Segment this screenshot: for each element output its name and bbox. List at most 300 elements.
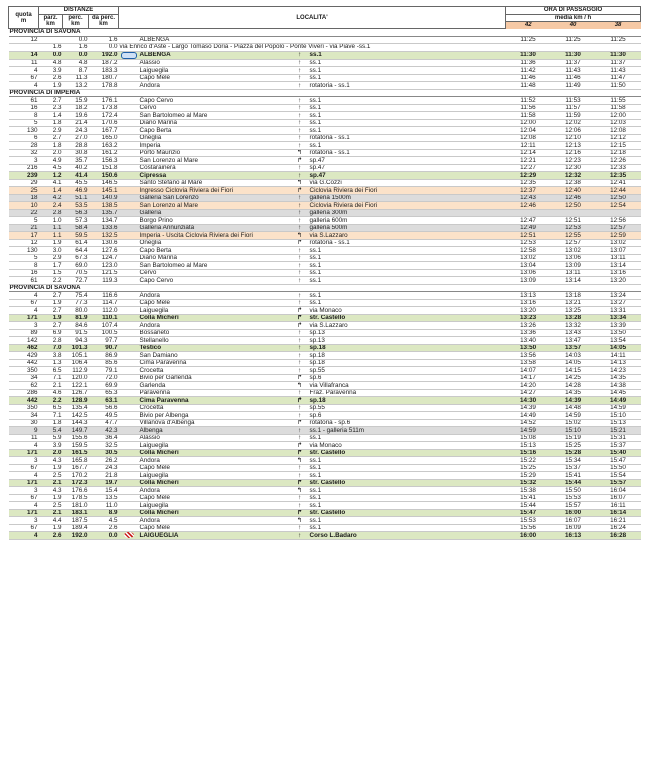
marker-cell — [119, 427, 139, 435]
marker-cell — [119, 464, 139, 472]
time-42-cell: 12:53 — [506, 239, 551, 247]
start-marker-icon — [121, 52, 137, 59]
marker-cell — [119, 292, 139, 300]
marker-cell — [119, 67, 139, 75]
road-note-cell: str. Castello — [309, 449, 506, 457]
road-note-cell: via S.Lazzaro — [309, 322, 506, 330]
time-38-cell: 12:08 — [596, 127, 641, 135]
time-42-cell: 11:48 — [506, 82, 551, 90]
quota-cell: 12 — [9, 36, 39, 44]
locality-cell: Crocetta — [139, 404, 291, 412]
locality-cell: ALBENGA — [139, 51, 291, 59]
parz-km-cell: 2.1 — [39, 509, 63, 517]
time-42-cell: 15:08 — [506, 434, 551, 442]
time-40-cell: 12:38 — [551, 179, 596, 187]
time-42-cell: 12:04 — [506, 127, 551, 135]
da-perc-km-cell: 145.1 — [89, 187, 119, 195]
direction-arrow-icon: ↑ — [291, 59, 309, 67]
quota-cell: 5 — [9, 254, 39, 262]
direction-arrow-icon: ↑ — [291, 352, 309, 360]
time-40-cell: 14:03 — [551, 352, 596, 360]
time-38-cell: 11:50 — [596, 82, 641, 90]
direction-arrow-icon: ↑ — [291, 74, 309, 82]
direction-arrow-icon: ↱ — [291, 374, 309, 382]
quota-cell: 67 — [9, 299, 39, 307]
direction-arrow-icon: ↑ — [291, 202, 309, 210]
road-note-cell: sp.55 — [309, 367, 506, 375]
road-note-cell: ss.1 - galleria 511m — [309, 427, 506, 435]
quota-cell: 14 — [9, 51, 39, 59]
time-38-cell: 16:11 — [596, 502, 641, 510]
perc-km-cell: 15.9 — [63, 97, 89, 105]
time-40-cell: 14:35 — [551, 389, 596, 397]
time-40-cell: 12:30 — [551, 164, 596, 172]
direction-arrow-icon: ↱ — [291, 322, 309, 330]
time-38-cell: 14:59 — [596, 404, 641, 412]
direction-arrow-icon: ↑ — [291, 524, 309, 532]
road-note-cell: sp.6 — [309, 412, 506, 420]
locality-cell: Andora — [139, 517, 291, 525]
road-note-cell: sp.47 — [309, 164, 506, 172]
time-42-cell: 14:39 — [506, 404, 551, 412]
perc-km-cell: 35.7 — [63, 157, 89, 165]
direction-arrow-icon: ↑ — [291, 209, 309, 217]
time-40-cell: 16:00 — [551, 509, 596, 517]
road-note-cell: ss.1 — [309, 142, 506, 150]
da-perc-km-cell: 132.5 — [89, 232, 119, 240]
time-42-cell: 14:17 — [506, 374, 551, 382]
time-42-cell: 13:36 — [506, 329, 551, 337]
header-ora-title: ORA DI PASSAGGIO — [506, 7, 641, 15]
province-header-row — [9, 89, 641, 97]
time-42-cell: 13:23 — [506, 314, 551, 322]
time-38-cell: 15:10 — [596, 412, 641, 420]
locality-cell: Albenga — [139, 427, 291, 435]
time-40-cell — [551, 209, 596, 217]
timetable-row — [9, 509, 641, 517]
direction-arrow-icon: ↑ — [291, 127, 309, 135]
timetable-row — [9, 67, 641, 75]
road-note-cell: ss.1 — [309, 457, 506, 465]
marker-cell — [119, 532, 139, 540]
road-note-cell: ss.1 — [309, 74, 506, 82]
time-38-cell: 13:11 — [596, 254, 641, 262]
time-38-cell: 13:14 — [596, 262, 641, 270]
timetable-row — [9, 97, 641, 105]
perc-km-cell: 161.5 — [63, 449, 89, 457]
perc-km-cell: 67.3 — [63, 254, 89, 262]
marker-cell — [119, 74, 139, 82]
timetable-row — [9, 51, 641, 59]
da-perc-km-cell: 165.0 — [89, 134, 119, 142]
road-note-cell: ss.1 — [309, 517, 506, 525]
direction-arrow-icon: ↱ — [291, 419, 309, 427]
direction-arrow-icon: ↑ — [291, 164, 309, 172]
direction-arrow-icon: ↑ — [291, 262, 309, 270]
time-42-cell: 13:16 — [506, 299, 551, 307]
locality-cell: Capo Cervo — [139, 97, 291, 105]
time-38-cell: 13:07 — [596, 247, 641, 255]
da-perc-km-cell: 130.6 — [89, 239, 119, 247]
road-note-cell: galleria 300m — [309, 209, 506, 217]
time-42-cell: 16:00 — [506, 532, 551, 540]
speed-38: 38 — [596, 22, 641, 29]
time-40-cell: 13:43 — [551, 329, 596, 337]
perc-km-cell: 80.0 — [63, 307, 89, 315]
time-42-cell: 15:22 — [506, 457, 551, 465]
parz-km-cell: 7.0 — [39, 344, 63, 352]
locality-cell: Laiguegila — [139, 67, 291, 75]
route-description: via Enrico d'Aste - Largo Tomaso Doria - Piazza del Popolo - Ponte Viveri - via Piave -ss.1 — [119, 44, 641, 52]
road-note-cell: sp.18 — [309, 352, 506, 360]
marker-cell — [119, 187, 139, 195]
parz-km-cell: 3.0 — [39, 247, 63, 255]
perc-km-cell: 4.8 — [63, 59, 89, 67]
road-note-cell: ss.1 — [309, 464, 506, 472]
timetable-row — [9, 352, 641, 360]
perc-km-cell: 28.8 — [63, 142, 89, 150]
parz-km-cell: 3.9 — [39, 442, 63, 450]
timetable-row — [9, 494, 641, 502]
marker-cell — [119, 382, 139, 390]
time-42-cell: 12:00 — [506, 119, 551, 127]
parz-km-cell: 4.3 — [39, 487, 63, 495]
locality-cell: Laiguegila — [139, 442, 291, 450]
parz-km-cell: 1.7 — [39, 262, 63, 270]
direction-arrow-icon: ↑ — [291, 367, 309, 375]
locality-cell: Bossaneto — [139, 329, 291, 337]
perc-km-cell: 57.3 — [63, 217, 89, 225]
marker-cell — [119, 104, 139, 112]
direction-arrow-icon: ↱ — [291, 307, 309, 315]
quota-cell: 5 — [9, 119, 39, 127]
time-40-cell: 12:13 — [551, 142, 596, 150]
quota-cell: 142 — [9, 337, 39, 345]
da-perc-km-cell: 133.6 — [89, 224, 119, 232]
direction-arrow-icon: ↑ — [291, 277, 309, 285]
perc-km-cell: 142.5 — [63, 412, 89, 420]
road-note-cell: sp.18 — [309, 359, 506, 367]
quota-cell: 171 — [9, 479, 39, 487]
direction-arrow-icon: ↱ — [291, 239, 309, 247]
da-perc-km-cell: 97.7 — [89, 337, 119, 345]
time-40-cell: 11:37 — [551, 59, 596, 67]
locality-cell: Colla Micheri — [139, 509, 291, 517]
marker-cell — [119, 389, 139, 397]
time-42-cell: 13:04 — [506, 262, 551, 270]
header-parz: parz. km — [39, 14, 63, 29]
da-perc-km-cell: 56.6 — [89, 404, 119, 412]
marker-cell — [119, 472, 139, 480]
quota-cell: 8 — [9, 262, 39, 270]
time-38-cell: 13:34 — [596, 314, 641, 322]
perc-km-cell: 18.2 — [63, 104, 89, 112]
marker-cell — [119, 224, 139, 232]
road-note-cell: ss.1 — [309, 292, 506, 300]
time-38-cell: 12:15 — [596, 142, 641, 150]
road-note-cell: Fraz. Paravenna — [309, 389, 506, 397]
direction-arrow-icon: ↑ — [291, 224, 309, 232]
road-note-cell: rotatoria - ss.1 — [309, 149, 506, 157]
passage-timetable — [8, 6, 641, 540]
time-40-cell: 12:57 — [551, 239, 596, 247]
time-38-cell: 11:30 — [596, 51, 641, 59]
time-40-cell: 12:32 — [551, 172, 596, 180]
time-38-cell: 14:45 — [596, 389, 641, 397]
direction-arrow-icon: ↱ — [291, 509, 309, 517]
time-42-cell: 14:52 — [506, 419, 551, 427]
locality-cell: Alassio — [139, 434, 291, 442]
parz-km-cell: 1.9 — [39, 524, 63, 532]
marker-cell — [119, 164, 139, 172]
parz-km-cell: 1.5 — [39, 269, 63, 277]
parz-km-cell: 1.9 — [39, 82, 63, 90]
parz-km-cell: 1.4 — [39, 187, 63, 195]
time-38-cell: 16:04 — [596, 487, 641, 495]
time-38-cell: 13:54 — [596, 337, 641, 345]
road-note-cell: sp.18 — [309, 344, 506, 352]
time-40-cell: 13:09 — [551, 262, 596, 270]
perc-km-cell: 59.5 — [63, 232, 89, 240]
direction-arrow-icon — [291, 36, 309, 44]
time-38-cell: 14:05 — [596, 344, 641, 352]
locality-cell: Colla Micheri — [139, 449, 291, 457]
perc-km-cell: 170.2 — [63, 472, 89, 480]
time-42-cell: 13:13 — [506, 292, 551, 300]
timetable-row — [9, 487, 641, 495]
locality-cell: Colla Micheri — [139, 479, 291, 487]
quota-cell: 171 — [9, 449, 39, 457]
marker-cell — [119, 277, 139, 285]
timetable-row — [9, 36, 641, 44]
time-40-cell: 14:28 — [551, 382, 596, 390]
locality-cell: Andora — [139, 82, 291, 90]
road-note-cell: sp.13 — [309, 329, 506, 337]
parz-km-cell: 4.5 — [39, 164, 63, 172]
perc-km-cell: 51.1 — [63, 194, 89, 202]
da-perc-km-cell: 110.1 — [89, 314, 119, 322]
parz-km-cell: 4.2 — [39, 194, 63, 202]
road-note-cell: sp.18 — [309, 397, 506, 405]
quota-cell: 5 — [9, 217, 39, 225]
locality-cell: Oneglia — [139, 239, 291, 247]
parz-km-cell: 1.9 — [39, 464, 63, 472]
time-40-cell: 15:34 — [551, 457, 596, 465]
timetable-row — [9, 299, 641, 307]
perc-km-cell: 46.9 — [63, 187, 89, 195]
quota-cell: 4 — [9, 67, 39, 75]
locality-cell: Galleria San Lorenzo — [139, 194, 291, 202]
time-38-cell: 13:24 — [596, 292, 641, 300]
time-40-cell: 16:09 — [551, 524, 596, 532]
time-42-cell: 14:20 — [506, 382, 551, 390]
parz-km-cell: 4.6 — [39, 389, 63, 397]
locality-cell: Andora — [139, 457, 291, 465]
road-note-cell: ss.1 — [309, 67, 506, 75]
marker-cell — [119, 337, 139, 345]
road-note-cell: rotatoria - sp.6 — [309, 419, 506, 427]
perc-km-cell: 165.8 — [63, 457, 89, 465]
direction-arrow-icon: ↑ — [291, 269, 309, 277]
timetable-row — [9, 74, 641, 82]
da-perc-km-cell: 156.3 — [89, 157, 119, 165]
locality-cell: Capo Mele — [139, 299, 291, 307]
time-40-cell: 13:57 — [551, 344, 596, 352]
marker-cell — [119, 149, 139, 157]
quota-cell: 4 — [9, 442, 39, 450]
timetable-row — [9, 472, 641, 480]
time-42-cell: 12:11 — [506, 142, 551, 150]
time-42-cell: 15:32 — [506, 479, 551, 487]
quota-cell: 130 — [9, 247, 39, 255]
perc-km-cell: 105.1 — [63, 352, 89, 360]
time-38-cell: 12:35 — [596, 172, 641, 180]
time-38-cell: 15:57 — [596, 479, 641, 487]
parz-km-cell: 2.5 — [39, 472, 63, 480]
parz-km-cell: 1.1 — [39, 224, 63, 232]
da-perc-km-cell: 167.7 — [89, 127, 119, 135]
road-note-cell: ss.1 — [309, 434, 506, 442]
time-42-cell: 12:27 — [506, 164, 551, 172]
perc-km-cell: 112.9 — [63, 367, 89, 375]
quota-cell: 34 — [9, 412, 39, 420]
marker-cell — [119, 479, 139, 487]
time-38-cell: 12:26 — [596, 157, 641, 165]
direction-arrow-icon: ↱ — [291, 479, 309, 487]
timetable-row — [9, 262, 641, 270]
time-38-cell: 14:38 — [596, 382, 641, 390]
marker-cell — [119, 494, 139, 502]
parz-km-cell: 1.9 — [39, 314, 63, 322]
timetable-row — [9, 307, 641, 315]
time-42-cell: 15:38 — [506, 487, 551, 495]
time-38-cell: 13:50 — [596, 329, 641, 337]
locality-cell: Laiguegila — [139, 502, 291, 510]
locality-cell: Bivio per Albenga — [139, 412, 291, 420]
da-perc-km-cell: 114.7 — [89, 299, 119, 307]
timetable-row — [9, 209, 641, 217]
time-42-cell: 11:46 — [506, 74, 551, 82]
time-38-cell: 12:00 — [596, 112, 641, 120]
da-perc-km-cell: 79.1 — [89, 367, 119, 375]
locality-cell: Ingresso Ciclovia Riviera dei Fiori — [139, 187, 291, 195]
time-40-cell: 16:07 — [551, 517, 596, 525]
locality-cell: Laiguegila — [139, 472, 291, 480]
da-perc-km-cell: 134.7 — [89, 217, 119, 225]
road-note-cell: Corso L.Badaro — [309, 532, 506, 540]
time-40-cell: 11:57 — [551, 104, 596, 112]
perc-km-cell: 181.0 — [63, 502, 89, 510]
perc-km-cell: 56.3 — [63, 209, 89, 217]
road-note-cell: str. Castello — [309, 509, 506, 517]
direction-arrow-icon: ↰ — [291, 149, 309, 157]
time-38-cell: 11:58 — [596, 104, 641, 112]
parz-km-cell: 3.8 — [39, 352, 63, 360]
road-note-cell: ss.1 — [309, 269, 506, 277]
parz-km-cell: 1.4 — [39, 112, 63, 120]
road-note-cell: ss.1 — [309, 494, 506, 502]
time-38-cell: 15:37 — [596, 442, 641, 450]
locality-cell: San Damiano — [139, 352, 291, 360]
da-perc-km-cell: 1.6 — [89, 36, 119, 44]
parz-km-cell: 2.8 — [39, 209, 63, 217]
timetable-row — [9, 134, 641, 142]
locality-cell: Santo Stefano al Mare — [139, 179, 291, 187]
time-42-cell: 12:58 — [506, 247, 551, 255]
perc-km-cell: 149.7 — [63, 427, 89, 435]
marker-cell — [119, 397, 139, 405]
time-40-cell: 15:57 — [551, 502, 596, 510]
locality-cell: Imperia - Uscita Ciclovia Riviera dei Fiori — [139, 232, 291, 240]
perc-km-cell: 45.5 — [63, 179, 89, 187]
direction-arrow-icon: ↱ — [291, 314, 309, 322]
quota-cell: 17 — [9, 232, 39, 240]
da-perc-km-cell: 163.2 — [89, 142, 119, 150]
direction-arrow-icon: ↑ — [291, 142, 309, 150]
perc-km-cell: 135.4 — [63, 404, 89, 412]
direction-arrow-icon: ↱ — [291, 449, 309, 457]
quota-cell: 3 — [9, 322, 39, 330]
timetable-row — [9, 104, 641, 112]
province-name: PROVINCIA DI SAVONA — [9, 29, 641, 37]
da-perc-km-cell: 86.9 — [89, 352, 119, 360]
locality-cell: Laiguegila — [139, 307, 291, 315]
da-perc-km-cell: 65.3 — [89, 389, 119, 397]
time-40-cell: 11:43 — [551, 67, 596, 75]
quota-cell: 61 — [9, 277, 39, 285]
marker-cell — [119, 119, 139, 127]
road-note-cell: rotatoria - ss.1 — [309, 82, 506, 90]
time-42-cell: 15:16 — [506, 449, 551, 457]
direction-arrow-icon: ↑ — [291, 389, 309, 397]
time-40-cell: 11:46 — [551, 74, 596, 82]
parz-km-cell: 2.0 — [39, 449, 63, 457]
time-40-cell: 13:02 — [551, 247, 596, 255]
quota-cell: 32 — [9, 149, 39, 157]
time-42-cell: 11:30 — [506, 51, 551, 59]
road-note-cell: sp.47 — [309, 157, 506, 165]
marker-cell — [119, 232, 139, 240]
time-38-cell: 12:41 — [596, 179, 641, 187]
marker-cell — [119, 194, 139, 202]
time-38-cell: 12:12 — [596, 134, 641, 142]
marker-cell — [119, 367, 139, 375]
parz-km-cell: 1.1 — [39, 232, 63, 240]
locality-cell: Borgo Prino — [139, 217, 291, 225]
timetable-row — [9, 524, 641, 532]
time-38-cell: 15:40 — [596, 449, 641, 457]
timetable-row — [9, 457, 641, 465]
locality-cell: Capo Mele — [139, 74, 291, 82]
direction-arrow-icon: ↑ — [291, 404, 309, 412]
time-40-cell: 12:53 — [551, 224, 596, 232]
header-da-perc: da perc. km — [89, 14, 119, 29]
parz-km-cell: 1.9 — [39, 299, 63, 307]
locality-cell: ALBENGA — [139, 36, 291, 44]
perc-km-cell: 0.0 — [63, 36, 89, 44]
perc-km-cell: 30.8 — [63, 149, 89, 157]
time-42-cell: 12:21 — [506, 157, 551, 165]
locality-cell: Imperia — [139, 142, 291, 150]
road-note-cell: Ciclovia Riviera dei Fiori — [309, 202, 506, 210]
parz-km-cell: 1.6 — [39, 44, 63, 52]
time-42-cell: 13:50 — [506, 344, 551, 352]
parz-km-cell: 2.9 — [39, 254, 63, 262]
time-40-cell: 14:25 — [551, 374, 596, 382]
time-40-cell: 12:16 — [551, 149, 596, 157]
time-42-cell: 12:08 — [506, 134, 551, 142]
da-perc-km-cell: 11.0 — [89, 502, 119, 510]
